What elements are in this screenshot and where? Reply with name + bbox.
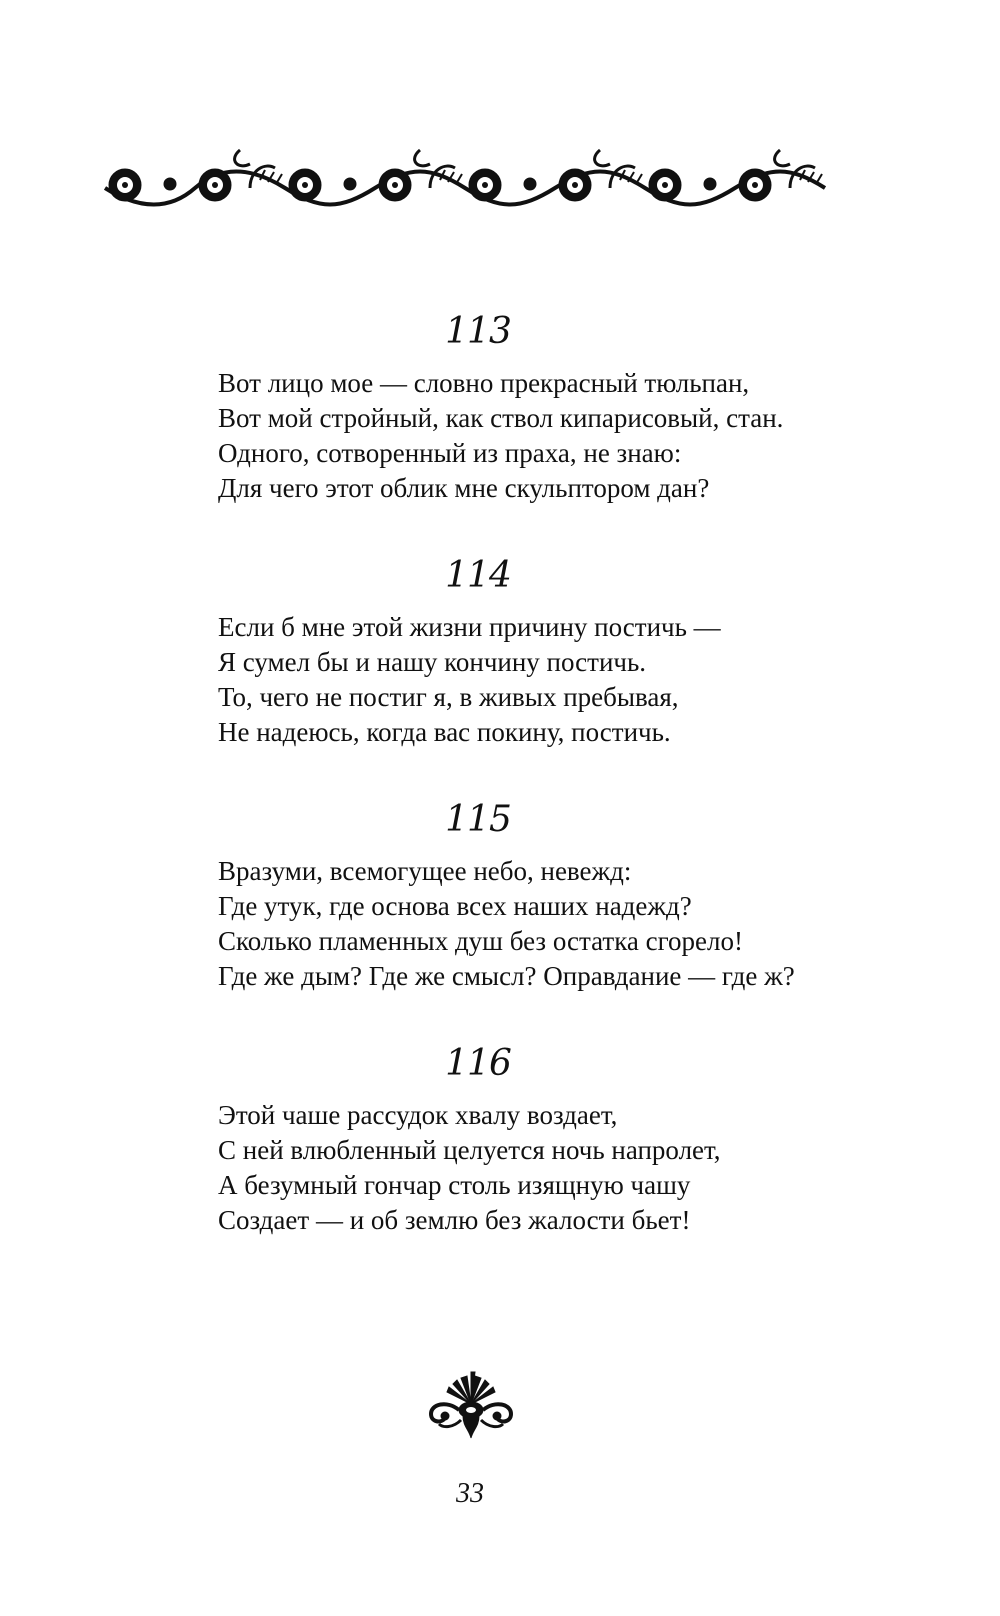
- poem-lines: [218, 610, 918, 750]
- poem-number: 116: [445, 1043, 511, 1084]
- poem-line: Где же дым? Где же смысл? Оправдание — где ж?: [218, 961, 795, 991]
- poem-114: [218, 556, 918, 750]
- poem-line: Создает — и об землю без жалости бьет!: [218, 1205, 691, 1235]
- poem-line: Я сумел бы и нашу кончину постичь.: [218, 647, 647, 677]
- poem-lines: [218, 366, 918, 506]
- poem-line: С ней влюбленный целуется ночь напролет,: [218, 1135, 721, 1165]
- poem-line: Если б мне этой жизни причину постичь —: [218, 612, 721, 642]
- poem-113: [218, 312, 918, 506]
- poem-line: А безумный гончар столь изящную чашу: [218, 1170, 691, 1200]
- poem-line: Где утук, где основа всех наших надежд?: [218, 891, 692, 921]
- poem-number: 115: [445, 799, 511, 840]
- poem-line: Этой чаше рассудок хвалу воздает,: [218, 1100, 618, 1130]
- poem-line: Вразуми, всемогущее небо, невежд:: [218, 856, 632, 886]
- poem-line: Не надеюсь, когда вас покину, постичь.: [218, 717, 671, 747]
- poem-line: То, чего не постиг я, в живых пребывая,: [218, 682, 679, 712]
- poem-line: Одного, сотворенный из праха, не знаю:: [218, 438, 682, 468]
- page-number: 33: [456, 1478, 484, 1509]
- poem-line: Вот мой стройный, как ствол кипарисовый, стан.: [218, 403, 784, 433]
- palmette-icon: [423, 1370, 519, 1440]
- poem-lines: [218, 1098, 918, 1238]
- poem-number: 113: [445, 311, 511, 352]
- poem-116: [218, 1044, 918, 1238]
- poem-line: Вот лицо мое — словно прекрасный тюльпан,: [218, 368, 750, 398]
- poem-line: Сколько пламенных душ без остатка сгорело!: [218, 926, 743, 956]
- poem-line: Для чего этот облик мне скульптором дан?: [218, 473, 710, 503]
- poem-115: [218, 800, 918, 994]
- scroll-border-icon: [100, 140, 840, 220]
- poem-lines: [218, 854, 918, 994]
- poem-number: 114: [445, 555, 511, 596]
